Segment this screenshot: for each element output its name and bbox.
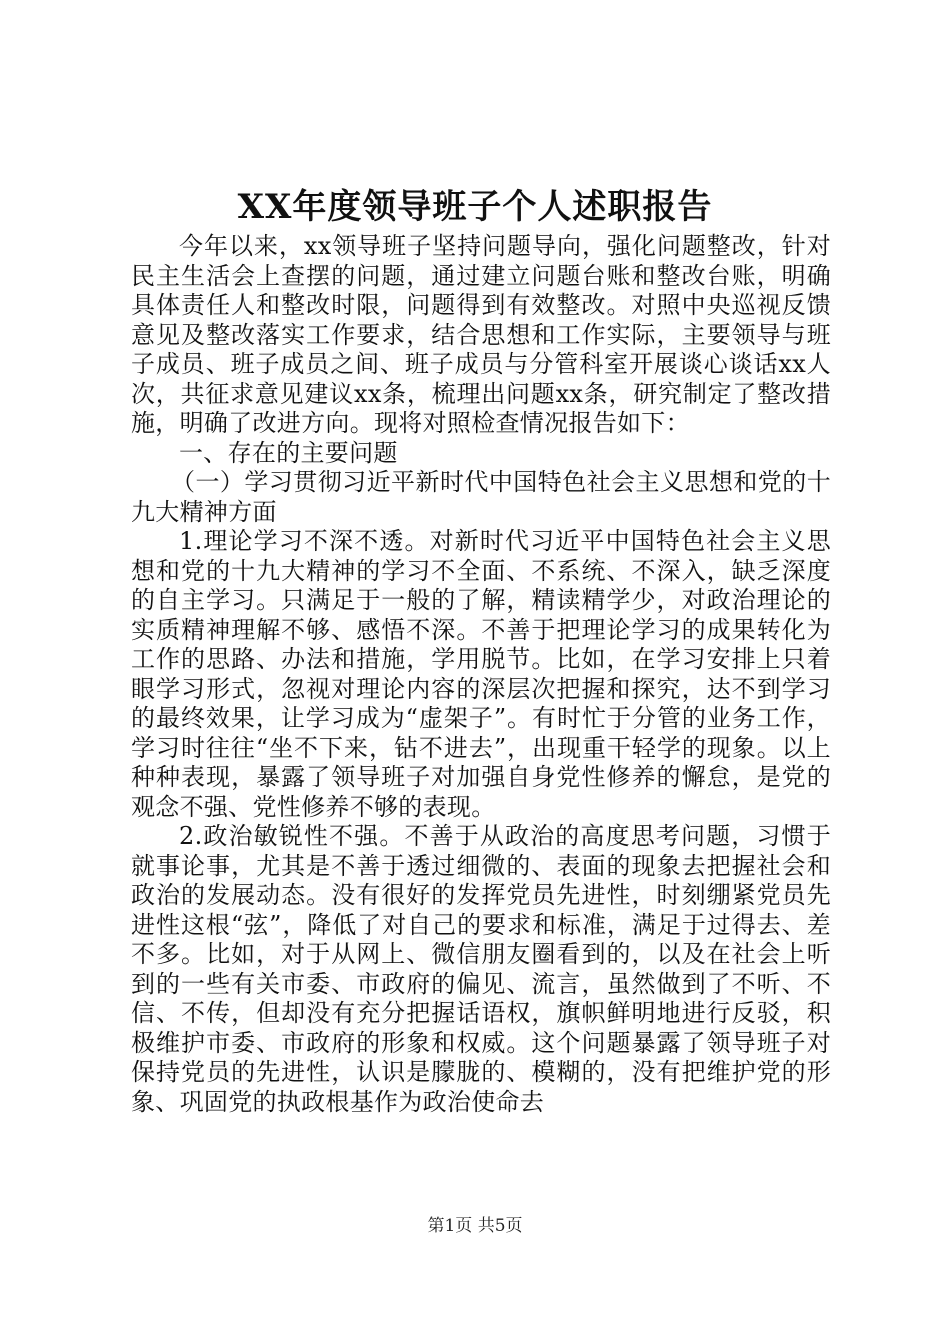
issue-paragraph-2: 2.政治敏锐性不强。不善于从政治的高度思考问题，习惯于就事论事，尤其是不善于透过细微的、表面的现象去把握社会和政治的发展动态。没有很好的发挥党员先进性，时刻绷紧党员先进性这根“弦”，降低了对自己的要求和标准，满足于过得去、差不多。比如，对于从网上、微信朋友圈看到的，以及在社会上听到的一些有关市委、市政府的偏见、流言，虽然做到了不听、不信、不传，但却没有充分把握话语权，旗帜鲜明地进行反驳，积极维护市委、市政府的形象和权威。这个问题暴露了领导班子对保持党员的先进性，认识是朦胧的、模糊的，没有把维护党的形象、巩固党的执政根基作为政治使命去 bbox=[131, 822, 831, 1116]
intro-paragraph: 今年以来，xx领导班子坚持问题导向，强化问题整改，针对民主生活会上查摆的问题，通过建立问题台账和整改台账，明确具体责任人和整改时限，问题得到有效整改。对照中央巡视反馈意见及整改落实工作要求，结合思想和工作实际，主要领导与班子成员、班子成员之间、班子成员与分管科室开展谈心谈话xx人次，共征求意见建议xx条，梳理出问题xx条，研究制定了整改措施，明确了改进方向。现将对照检查情况报告如下： bbox=[131, 232, 831, 437]
subsection-heading: （一）学习贯彻习近平新时代中国特色社会主义思想和党的十九大精神方面 bbox=[131, 468, 831, 526]
page-number-footer: 第1页 共5页 bbox=[427, 1216, 523, 1236]
document-body bbox=[131, 232, 831, 1117]
section-heading: 一、存在的主要问题 bbox=[179, 438, 398, 467]
document-title: XX年度领导班子个人述职报告 bbox=[237, 187, 713, 227]
issue-paragraph-1: 1.理论学习不深不透。对新时代习近平中国特色社会主义思想和党的十九大精神的学习不全面、不系统、不深入，缺乏深度的自主学习。只满足于一般的了解，精读精学少，对政治理论的实质精神理解不够、感悟不深。不善于把理论学习的成果转化为工作的思路、办法和措施，学用脱节。比如，在学习安排上只着眼学习形式，忽视对理论内容的深层次把握和探究，达不到学习的最终效果，让学习成为“虚架子”。有时忙于分管的业务工作，学习时往往“坐不下来，钻不进去”，出现重干轻学的现象。以上种种表现，暴露了领导班子对加强自身党性修养的懈怠，是党的观念不强、党性修养不够的表现。 bbox=[131, 527, 831, 821]
